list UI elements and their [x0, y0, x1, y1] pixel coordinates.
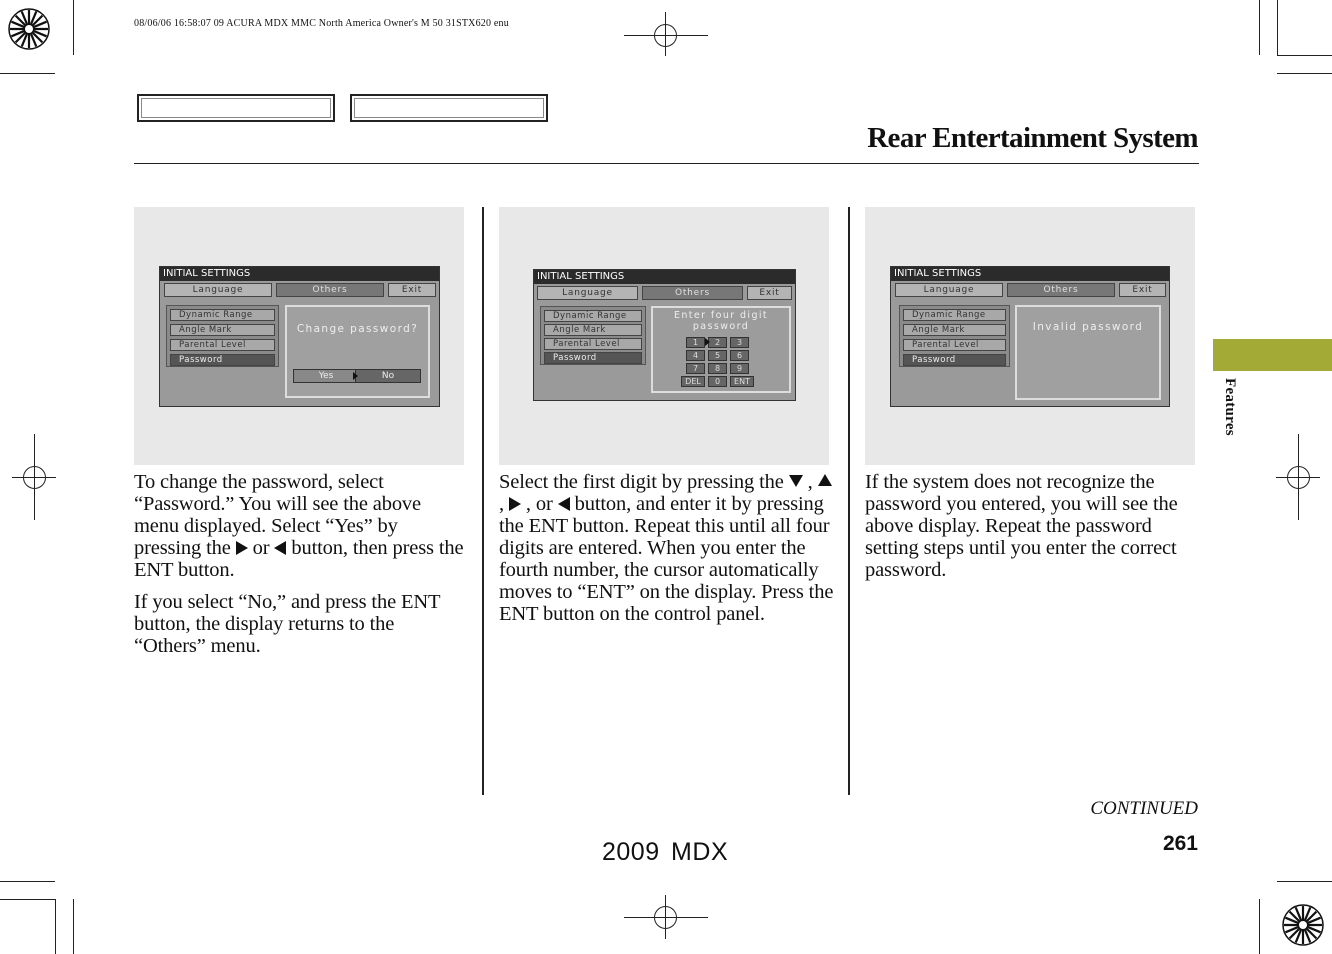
key-8: 8 [708, 363, 727, 374]
screen-menu [166, 305, 279, 367]
menu-item-angle-mark: Angle Mark [544, 324, 642, 336]
screen-invalid-password [890, 266, 1170, 407]
keypad-prompt-line2: password [692, 321, 750, 332]
menu-item-parental-level: Parental Level [170, 339, 275, 351]
screen-menu [899, 305, 1010, 367]
right-arrow-icon [509, 497, 521, 511]
screen-tab-others: Others [642, 286, 743, 300]
header-tab-box-left [137, 94, 335, 122]
screen-keypad-dialog [651, 306, 791, 393]
dialog-yes-button: Yes [293, 369, 359, 383]
menu-item-password: Password [903, 354, 1006, 366]
menu-item-password: Password [170, 354, 275, 366]
menu-item-dynamic-range: Dynamic Range [170, 309, 275, 321]
key-ent: ENT [730, 376, 754, 387]
right-arrow-icon [236, 541, 248, 555]
menu-item-angle-mark: Angle Mark [903, 324, 1006, 336]
key-7: 7 [686, 363, 705, 374]
screen-tab-language: Language [895, 283, 1003, 297]
model-label: 2009 MDX [602, 838, 729, 866]
menu-item-password: Password [544, 352, 642, 364]
dialog-prompt: Change password? [296, 323, 419, 335]
sunburst-target-top-left [8, 8, 50, 50]
screen-tab-language: Language [164, 283, 272, 297]
key-del: DEL [681, 376, 705, 387]
menu-item-parental-level: Parental Level [544, 338, 642, 350]
title-rule [134, 163, 1199, 164]
section-title: Rear Entertainment System [867, 122, 1198, 154]
col3-paragraph-1: If the system does not recognize the password you entered, you will see the above display. Repeat the password setting steps until you enter the correct password. [865, 471, 1178, 581]
key-1: 1 [686, 337, 705, 348]
column-2-text [499, 471, 835, 635]
column-divider-1 [482, 207, 484, 795]
key-5: 5 [708, 350, 727, 361]
dialog-prompt: Invalid password [1032, 321, 1144, 333]
page-number: 261 [1162, 832, 1198, 855]
keypad-prompt-line1: Enter four digit [673, 310, 769, 321]
continued-label: CONTINUED [1090, 798, 1198, 819]
column-1-text [134, 471, 469, 667]
cursor-icon [353, 372, 358, 380]
screen-tab-exit: Exit [747, 286, 792, 300]
left-arrow-icon [558, 497, 570, 511]
screen-change-password [159, 266, 440, 407]
sunburst-target-bottom-right [1282, 904, 1324, 946]
screen-tab-exit: Exit [1119, 283, 1166, 297]
menu-item-dynamic-range: Dynamic Range [903, 309, 1006, 321]
section-side-tab [1213, 339, 1332, 371]
key-9: 9 [730, 363, 749, 374]
screen-dialog [1015, 305, 1161, 400]
screen-title: INITIAL SETTINGS [891, 267, 1169, 281]
key-0: 0 [708, 376, 727, 387]
side-label-features: Features [1222, 378, 1238, 436]
screen-tab-exit: Exit [388, 283, 436, 297]
screen-dialog [285, 305, 430, 398]
menu-item-parental-level: Parental Level [903, 339, 1006, 351]
col1-paragraph-2: If you select “No,” and press the ENT button, the display returns to the “Others” menu. [134, 591, 441, 657]
screen-menu [540, 306, 646, 365]
col1-paragraph-1: To change the password, select “Password.” You will see the above menu displayed. Select “Yes” by pressing the or button, then press the ENT button. [134, 471, 464, 581]
menu-item-dynamic-range: Dynamic Range [544, 310, 642, 322]
screen-tab-others: Others [1007, 283, 1115, 297]
up-arrow-icon [818, 474, 832, 486]
column-3-text [865, 471, 1195, 591]
key-6: 6 [730, 350, 749, 361]
screen-tab-others: Others [276, 283, 384, 297]
key-3: 3 [730, 337, 749, 348]
key-2: 2 [708, 337, 727, 348]
key-4: 4 [686, 350, 705, 361]
screen-title: INITIAL SETTINGS [534, 270, 795, 284]
header-tab-box-right [350, 94, 548, 122]
screen-tab-language: Language [537, 286, 638, 300]
cursor-icon [705, 338, 710, 346]
menu-item-angle-mark: Angle Mark [170, 324, 275, 336]
down-arrow-icon [789, 475, 803, 487]
dialog-no-button: No [355, 369, 421, 383]
left-arrow-icon [274, 541, 286, 555]
screen-enter-password [533, 269, 796, 401]
print-stamp: 08/06/06 16:58:07 09 ACURA MDX MMC North America Owner's M 50 31STX620 enu [134, 18, 509, 29]
column-divider-2 [848, 207, 850, 795]
screen-title: INITIAL SETTINGS [160, 267, 439, 281]
col2-paragraph-1: Select the first digit by pressing the , , , or button, and enter it by pressing the ENT button. Repeat this until all four digits are entered. When you enter the fourth number, the cursor automatically moves to “ENT” on the display. Press the ENT button on the control panel. [499, 471, 834, 625]
